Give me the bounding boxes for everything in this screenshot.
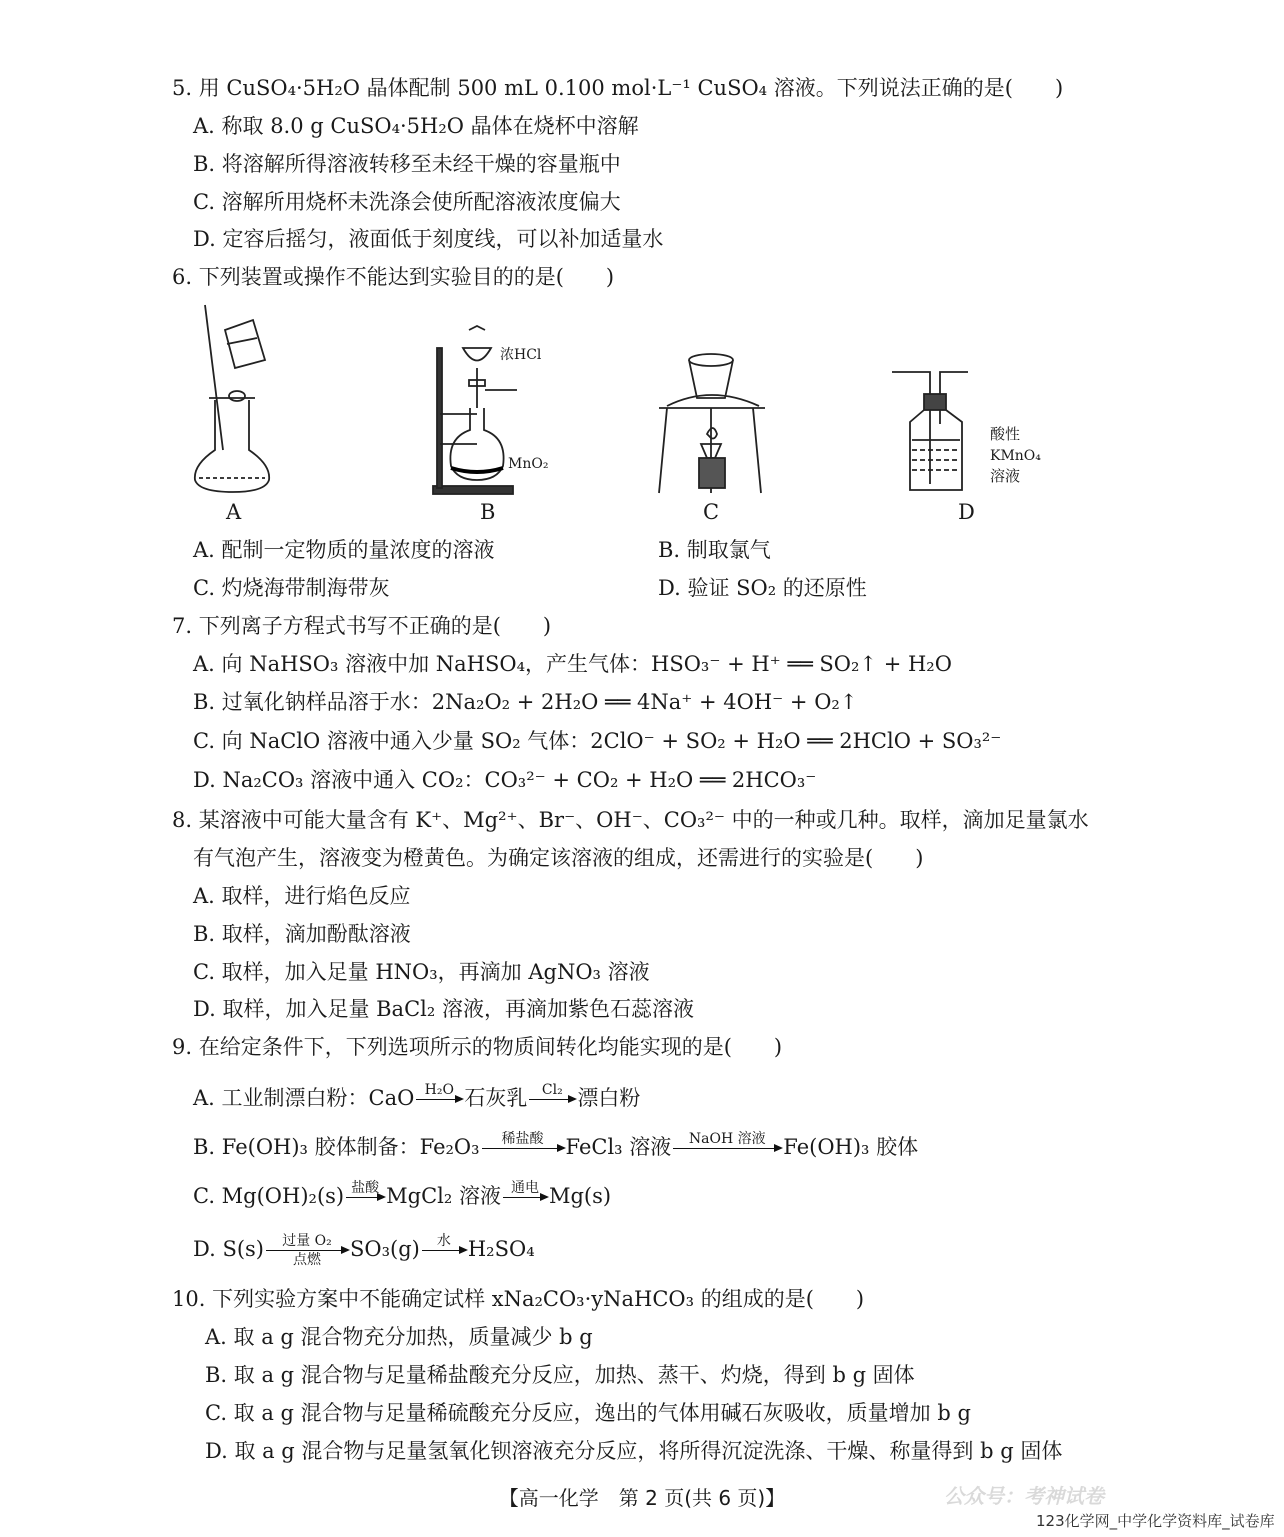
figure-d-kmno4-label: KMnO₄ <box>990 448 1041 464</box>
q9-b-arrow-1-label: 稀盐酸 <box>501 1131 544 1147</box>
q9-b-arrow-2 <box>673 1131 781 1166</box>
q9-d-pre: D. S(s) <box>193 1237 264 1261</box>
figure-b-mno2-label: MnO₂ <box>508 456 549 472</box>
q8-option-c: C. 取样，加入足量 HNO₃，再滴加 AgNO₃ 溶液 <box>193 960 650 984</box>
q9-c-mid: MgCl₂ 溶液 <box>386 1184 501 1208</box>
figure-b-hcl-label: 浓HCl <box>500 347 542 363</box>
q6-option-c: C. 灼烧海带制海带灰 <box>193 576 390 600</box>
q9-d-arrow-1-sublabel: 点燃 <box>293 1252 321 1268</box>
q6-option-d: D. 验证 SO₂ 的还原性 <box>658 576 867 600</box>
q7-option-c: C. 向 NaClO 溶液中通入少量 SO₂ 气体：2ClO⁻ + SO₂ + H₂O ══ 2HClO + SO₃²⁻ <box>193 729 1002 753</box>
figure-c-label: C <box>703 500 720 524</box>
q5-option-c: C. 溶解所用烧杯未洗涤会使所配溶液浓度偏大 <box>193 190 621 214</box>
q9-a-arrow-2 <box>529 1082 575 1117</box>
q8-stem-line2: 有气泡产生，溶液变为橙黄色。为确定该溶液的组成，还需进行的实验是( ) <box>193 846 924 870</box>
q9-c-arrow-1-label: 盐酸 <box>351 1180 380 1196</box>
q8-option-b: B. 取样，滴加酚酞溶液 <box>193 922 411 946</box>
site-credit: 123化学网_中学化学资料库_试卷库 <box>1036 1512 1275 1530</box>
q9-a-post: 漂白粉 <box>577 1086 641 1110</box>
q10-option-d: D. 取 a g 混合物与足量氢氧化钡溶液充分反应，将所得沉淀洗涤、干燥、称量得到 b g 固体 <box>205 1439 1063 1463</box>
q9-option-b <box>193 1125 918 1169</box>
q9-d-arrow-1 <box>266 1233 348 1268</box>
q9-option-d <box>193 1222 535 1276</box>
q8-option-d: D. 取样，加入足量 BaCl₂ 溶液，再滴加紫色石蕊溶液 <box>193 997 694 1021</box>
q9-c-arrow-2-label: 通电 <box>510 1180 539 1196</box>
q9-stem: 9. 在给定条件下，下列选项所示的物质间转化均能实现的是( ) <box>172 1035 783 1059</box>
q6-option-a: A. 配制一定物质的量浓度的溶液 <box>193 538 495 562</box>
q9-b-arrow-1 <box>482 1131 564 1166</box>
q9-a-arrow-2-label: Cl₂ <box>541 1082 563 1098</box>
q9-option-c <box>193 1174 611 1218</box>
q9-d-arrow-2-label: 水 <box>436 1233 451 1249</box>
q9-d-arrow-1-label: 过量 O₂ <box>282 1233 332 1249</box>
q10-option-a: A. 取 a g 混合物充分加热，质量减少 b g <box>205 1325 593 1349</box>
q5-option-b: B. 将溶解所得溶液转移至未经干燥的容量瓶中 <box>193 152 621 176</box>
q9-c-arrow-1 <box>346 1180 384 1215</box>
q9-c-post: Mg(s) <box>548 1184 612 1208</box>
figure-b-label: B <box>480 500 496 524</box>
q8-stem-line1: 8. 某溶液中可能大量含有 K⁺、Mg²⁺、Br⁻、OH⁻、CO₃²⁻ 中的一种或几种。取样，滴加足量氯水 <box>172 808 1089 832</box>
figure-d-label: D <box>958 500 975 524</box>
q9-c-arrow-2 <box>503 1180 547 1215</box>
page-footer: 【高一化学 第 2 页(共 6 页)】 <box>498 1486 786 1510</box>
q9-a-arrow-1 <box>416 1082 462 1117</box>
q6-stem: 6. 下列装置或操作不能达到实验目的的是( ) <box>172 265 615 289</box>
q9-a-arrow-1-label: H₂O <box>424 1082 454 1098</box>
q7-stem: 7. 下列离子方程式书写不正确的是( ) <box>172 614 552 638</box>
q9-b-arrow-2-label: NaOH 溶液 <box>688 1131 766 1147</box>
q9-c-pre: C. Mg(OH)₂(s) <box>193 1184 345 1208</box>
q7-option-a: A. 向 NaHSO₃ 溶液中加 NaHSO₄，产生气体：HSO₃⁻ + H⁺ ══ SO₂↑ + H₂O <box>193 652 952 676</box>
figure-d-acid-label: 酸性 <box>990 425 1021 443</box>
q9-a-pre: A. 工业制漂白粉：CaO <box>193 1086 415 1110</box>
q9-b-mid: FeCl₃ 溶液 <box>565 1135 672 1159</box>
q7-option-d: D. Na₂CO₃ 溶液中通入 CO₂：CO₃²⁻ + CO₂ + H₂O ══ 2HCO₃⁻ <box>193 768 817 792</box>
q9-d-post: H₂SO₄ <box>467 1237 535 1261</box>
figure-c-crucible-burner <box>655 348 770 496</box>
q7-option-b: B. 过氧化钠样品溶于水：2Na₂O₂ + 2H₂O ══ 4Na⁺ + 4OH⁻ + O₂↑ <box>193 690 858 714</box>
q5-option-a: A. 称取 8.0 g CuSO₄·5H₂O 晶体在烧杯中溶解 <box>193 114 639 138</box>
figure-a-label: A <box>226 500 242 524</box>
q10-option-c: C. 取 a g 混合物与足量稀硫酸充分反应，逸出的气体用碱石灰吸收，质量增加 b g <box>205 1401 971 1425</box>
q9-d-arrow-2 <box>422 1233 466 1268</box>
q9-b-pre: B. Fe(OH)₃ 胶体制备：Fe₂O₃ <box>193 1135 480 1159</box>
q10-option-b: B. 取 a g 混合物与足量稀盐酸充分反应，加热、蒸干、灼烧，得到 b g 固体 <box>205 1363 915 1387</box>
figure-a-volumetric-flask <box>185 300 285 500</box>
figure-d-solution-label: 溶液 <box>990 467 1021 485</box>
q6-option-b: B. 制取氯气 <box>658 538 771 562</box>
q8-option-a: A. 取样，进行焰色反应 <box>193 884 411 908</box>
watermark: 公众号：考神试卷 <box>944 1484 1104 1508</box>
figure-d-gas-washing-bottle <box>888 366 988 498</box>
q9-b-post: Fe(OH)₃ 胶体 <box>783 1135 919 1159</box>
q9-d-mid: SO₃(g) <box>350 1237 420 1261</box>
q9-a-mid: 石灰乳 <box>464 1086 528 1110</box>
q5-option-d: D. 定容后摇匀，液面低于刻度线，可以补加适量水 <box>193 227 664 251</box>
q10-stem: 10. 下列实验方案中不能确定试样 xNa₂CO₃·yNaHCO₃ 的组成的是( ) <box>172 1287 865 1311</box>
q9-option-a <box>193 1076 640 1120</box>
q5-stem: 5. 用 CuSO₄·5H₂O 晶体配制 500 mL 0.100 mol·L⁻¹ CuSO₄ 溶液。下列说法正确的是( ) <box>172 76 1064 100</box>
